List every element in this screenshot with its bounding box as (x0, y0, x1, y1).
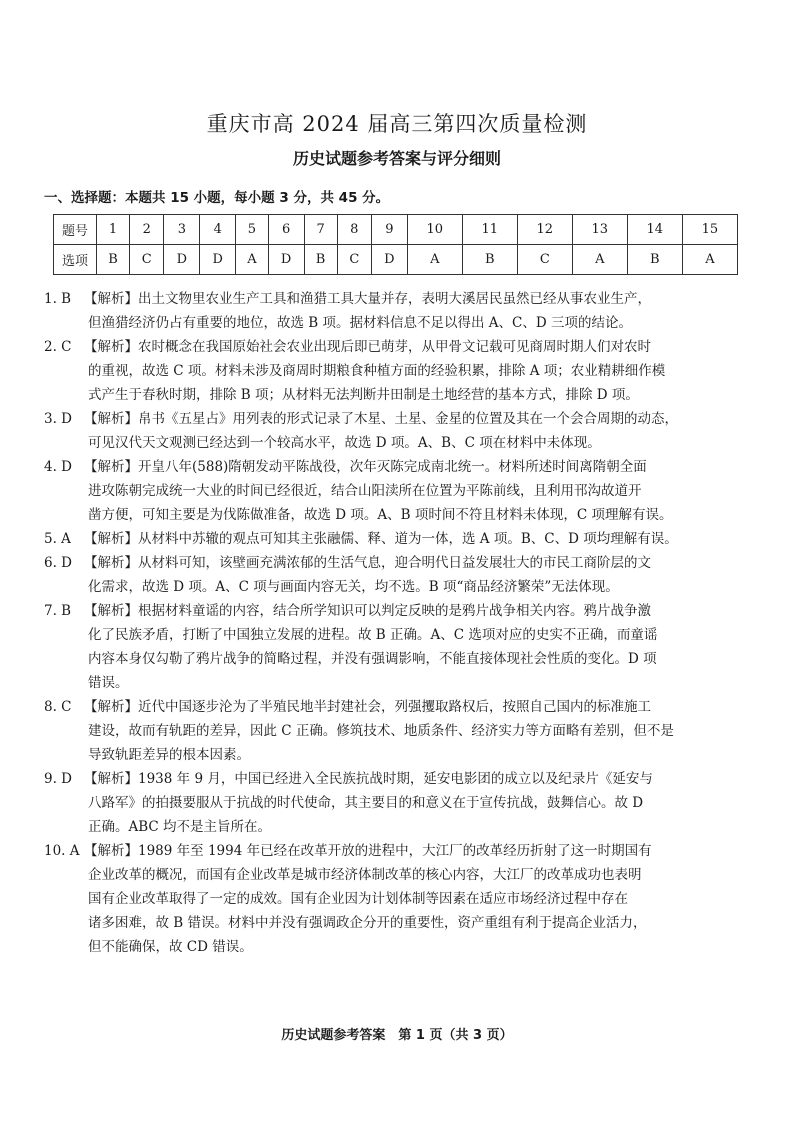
answer-line (44, 815, 760, 839)
answer-choice-cell: A (572, 245, 627, 275)
answer-text: 【解析】开皇八年(588)隋朝发动平陈战役，次年灭陈完成南北统一。材料所述时间离隋朝全面 (84, 459, 647, 475)
answer-line (44, 887, 760, 911)
answer-choice-cell: A (682, 245, 737, 275)
answer-text: 【解析】帛书《五星占》用列表的形式记录了木星、土星、金星的位置及其在一个会合周期的动态， (84, 411, 678, 427)
answer-text: 导致轨距差异的根本因素。 (88, 747, 250, 763)
table-row-label: 题号 (54, 215, 97, 245)
table-row-label: 选项 (54, 245, 97, 275)
answer-choice-cell: B (304, 245, 337, 275)
answer-item (44, 527, 760, 551)
answer-line (44, 551, 760, 575)
answer-line (44, 911, 760, 935)
answer-choice-cell: D (164, 245, 200, 275)
answer-line (44, 431, 760, 455)
page-subtitle: 历史试题参考答案与评分细则 (292, 149, 501, 168)
answer-line (44, 719, 760, 743)
answer-line (44, 935, 760, 959)
answer-text: 凿方便，可知主要是为伐陈做准备，故选 D 项。A、B 项时间不符且材料未体现，C 项理解有误。 (88, 507, 673, 523)
answer-number: 1. B (44, 291, 72, 307)
answer-item (44, 455, 760, 527)
answer-line (44, 599, 760, 623)
answer-line (44, 647, 760, 671)
answer-number: 6. D (44, 555, 72, 571)
answer-text: 【解析】根据材料童谣的内容，结合所学知识可以判定反映的是鸦片战争相关内容。鸦片战争激 (84, 603, 651, 619)
answer-choice-cell: C (130, 245, 164, 275)
answer-line (44, 671, 760, 695)
question-number-cell: 13 (572, 215, 627, 245)
answer-table-number-row (54, 215, 738, 245)
question-number-cell: 5 (236, 215, 269, 245)
answer-choice-cell: B (462, 245, 517, 275)
answer-item (44, 335, 760, 407)
answer-number: 2. C (44, 339, 72, 355)
answer-line (44, 503, 760, 527)
answer-text: 可见汉代天文观测已经达到一个较高水平，故选 D 项。A、B、C 项在材料中未体现。 (88, 435, 601, 451)
answer-line (44, 479, 760, 503)
answer-text: 【解析】近代中国逐步沦为了半殖民地半封建社会，列强攫取路权后，按照自己国内的标准施工 (84, 699, 651, 715)
answer-text: 【解析】农时概念在我国原始社会农业出现后即已萌芽，从甲骨文记载可见商周时期人们对农时 (84, 339, 651, 355)
answer-line (44, 767, 760, 791)
answer-text: 正确。ABC 均不是主旨所在。 (88, 819, 272, 835)
answer-table (53, 214, 738, 275)
answer-line (44, 575, 760, 599)
answer-text: 诸多困难，故 B 错误。材料中并没有强调政企分开的重要性，资产重组有利于提高企业活力， (88, 915, 647, 931)
answer-text: 国有企业改革取得了一定的成效。国有企业因为计划体制等因素在适应市场经济过程中存在 (88, 891, 628, 907)
answer-text: 【解析】出土文物里农业生产工具和渔猎工具大量并存，表明大溪居民虽然已经从事农业生产， (84, 291, 651, 307)
answer-text: 错误。 (88, 675, 129, 691)
answer-choice-cell: A (407, 245, 462, 275)
answer-item (44, 767, 760, 839)
answer-line (44, 407, 760, 431)
question-number-cell: 6 (268, 215, 304, 245)
answer-line (44, 695, 760, 719)
question-number-cell: 2 (130, 215, 164, 245)
answer-explanations (44, 287, 760, 959)
answer-text: 企业改革的概况，而国有企业改革是城市经济体制改革的核心内容，大江厂的改革成功也表明 (88, 867, 642, 883)
answer-text: 的重视，故选 C 项。材料未涉及商周时期粮食种植方面的经验积累，排除 A 项；农业精耕细作模 (88, 363, 666, 379)
answer-line (44, 527, 760, 551)
answer-line (44, 791, 760, 815)
question-number-cell: 14 (627, 215, 682, 245)
answer-text: 【解析】1989 年至 1994 年已经在改革开放的进程中，大江厂的改革经历折射了这一时期国有 (84, 843, 652, 859)
question-number-cell: 15 (682, 215, 737, 245)
answer-line (44, 623, 760, 647)
answer-choice-cell: B (97, 245, 130, 275)
answer-choice-cell: D (371, 245, 407, 275)
answer-text: 但渔猎经济仍占有重要的地位，故选 B 项。据材料信息不足以得出 A、C、D 三项的结论。 (88, 315, 632, 331)
answer-choice-cell: A (236, 245, 269, 275)
answer-number: 4. D (44, 459, 72, 475)
answer-number: 10. A (44, 843, 80, 859)
answer-text: 【解析】1938 年 9 月，中国已经进入全民族抗战时期，延安电影团的成立以及纪录片《延安与 (84, 771, 653, 787)
answer-item (44, 695, 760, 767)
section-heading: 一、选择题：本题共 15 小题，每小题 3 分，共 45 分。 (44, 190, 390, 206)
answer-item (44, 599, 760, 695)
page-title: 重庆市高 2024 届高三第四次质量检测 (206, 112, 588, 136)
answer-choice-cell: C (337, 245, 371, 275)
answer-line (44, 335, 760, 359)
answer-number: 7. B (44, 603, 72, 619)
answer-item (44, 839, 760, 959)
question-number-cell: 11 (462, 215, 517, 245)
answer-line (44, 455, 760, 479)
answer-line (44, 743, 760, 767)
answer-text: 建设，故而有轨距的差异，因此 C 正确。修筑技术、地质条件、经济实力等方面略有差别，但不是 (88, 723, 674, 739)
answer-table-choice-row (54, 245, 738, 275)
answer-text: 八路军》的拍摄要服从于抗战的时代使命，其主要目的和意义在于宣传抗战，鼓舞信心。故 D (88, 795, 644, 811)
answer-item (44, 551, 760, 599)
answer-text: 化需求，故选 D 项。A、C 项与画面内容无关，均不选。B 项“商品经济繁荣”无法体现。 (88, 579, 619, 595)
answer-number: 5. A (44, 531, 71, 547)
answer-text: 但不能确保，故 CD 错误。 (88, 939, 253, 955)
answer-text: 进攻陈朝完成统一大业的时间已经很近，结合山阳渎所在位置为平陈前线，且利用邗沟故道开 (88, 483, 642, 499)
answer-item (44, 287, 760, 335)
answer-number: 3. D (44, 411, 72, 427)
answer-text: 内容本身仅勾勒了鸦片战争的简略过程，并没有强调影响，不能直接体现社会性质的变化。D 项 (88, 651, 657, 667)
question-number-cell: 4 (200, 215, 236, 245)
answer-line (44, 383, 760, 407)
answer-text: 式产生于春秋时期，排除 B 项；从材料无法判断井田制是土地经营的基本方式，排除 D 项。 (88, 387, 639, 403)
answer-number: 8. C (44, 699, 72, 715)
question-number-cell: 8 (337, 215, 371, 245)
question-number-cell: 7 (304, 215, 337, 245)
answer-line (44, 839, 760, 863)
question-number-cell: 12 (517, 215, 572, 245)
answer-line (44, 863, 760, 887)
answer-line (44, 311, 760, 335)
answer-choice-cell: D (268, 245, 304, 275)
answer-choice-cell: D (200, 245, 236, 275)
answer-text: 【解析】从材料中苏辙的观点可知其主张融儒、释、道为一体，选 A 项。B、C、D 项均理解有误。 (84, 531, 678, 547)
answer-line (44, 359, 760, 383)
answer-choice-cell: B (627, 245, 682, 275)
answer-choice-cell: C (517, 245, 572, 275)
question-number-cell: 3 (164, 215, 200, 245)
question-number-cell: 10 (407, 215, 462, 245)
answer-item (44, 407, 760, 455)
page-footer: 历史试题参考答案 第 1 页（共 3 页） (281, 1028, 513, 1043)
answer-line (44, 287, 760, 311)
answer-text: 【解析】从材料可知，该壁画充满浓郁的生活气息，迎合明代日益发展壮大的市民工商阶层的文 (84, 555, 651, 571)
answer-number: 9. D (44, 771, 72, 787)
question-number-cell: 1 (97, 215, 130, 245)
question-number-cell: 9 (371, 215, 407, 245)
answer-text: 化了民族矛盾，打断了中国独立发展的进程。故 B 正确。A、C 选项对应的史实不正确，而童谣 (88, 627, 658, 643)
